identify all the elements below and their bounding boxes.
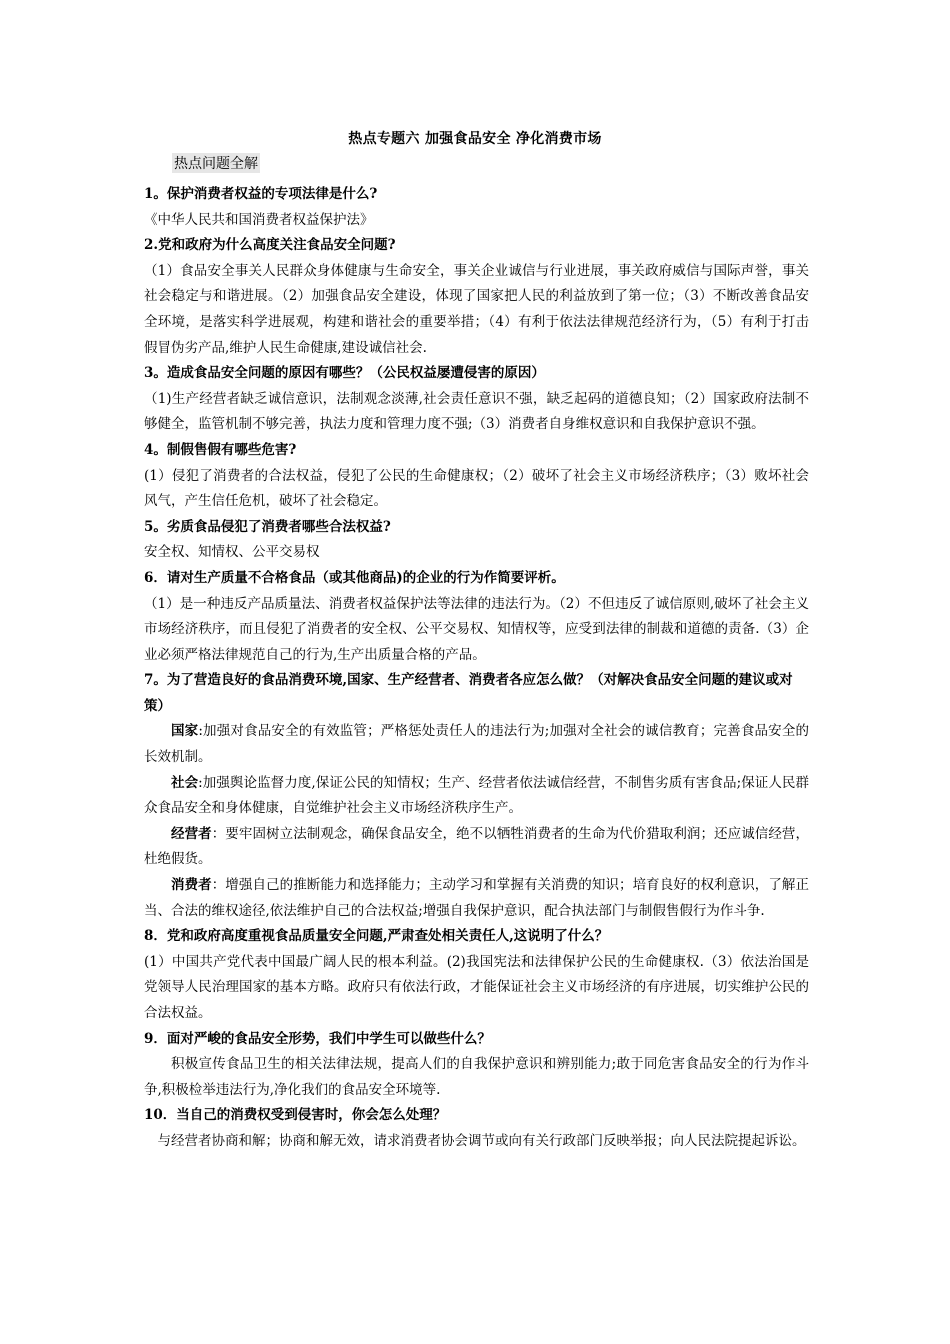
answer-1: 《中华人民共和国消费者权益保护法》 [144,211,374,228]
question-9: 9．面对严峻的食品安全形势，我们中学生可以做些什么？ [144,1030,491,1047]
answer-7-society [144,771,809,822]
role-label-operator: 经营者 [171,825,212,842]
document-body [144,182,809,1155]
role-label-country: 国家 [171,723,199,740]
answer-2: （1）食品安全事关人民群众身体健康与生命安全，事关企业诚信与行业进展，事关政府威信与国际声誉，事关社会稳定与和谐进展。（2）加强食品安全建设，体现了国家把人民的利益放到了第一位；（3）不断改善食品安全环境，是落实科学进展观，构建和谐社会的重要举措；（4）有利于依法法律规范经济行为，（5）有利于打击假冒伪劣产品,维护人民生命健康,建设诚信社会. [144,262,809,356]
role-label-consumer: 消费者 [171,877,212,894]
answer-5: 安全权、知情权、公平交易权 [144,544,320,561]
role-label-society: 社会 [171,774,199,791]
question-6: 6．请对生产质量不合格食品（或其他商品)的企业的行为作简要评析。 [144,569,565,586]
answer-10: 与经营者协商和解；协商和解无效，请求消费者协会调节或向有关行政部门反映举报；向人民法院提起诉讼。 [157,1132,806,1149]
role-text-operator: ：要牢固树立法制观念，确保食品安全，绝不以牺牲消费者的生命为代价猎取利润；还应诚信经营，杜绝假货。 [144,825,810,868]
role-text-consumer: ：增强自己的推断能力和选择能力；主动学习和掌握有关消费的知识；培育良好的权利意识，了解正当、合法的维权途径,依法维护自己的合法权益;增强自我保护意识，配合执法部门与制假售假行为作斗争. [144,877,810,919]
answer-3: （1)生产经营者缺乏诚信意识，法制观念淡薄,社会责任意识不强，缺乏起码的道德良知；（2）国家政府法制不够健全，监管机制不够完善，执法力度和管理力度不强;（3）消费者自身维权意识和自我保护意识不强。 [144,390,809,433]
answer-7-operator [144,822,809,873]
question-7: 7。为了营造良好的食品消费环境,国家、生产经营者、消费者各应怎么做？（对解决食品安全问题的建议或对策） [144,672,793,714]
answer-9: 积极宣传食品卫生的相关法律法规，提高人们的自我保护意识和辨别能力;敢于同危害食品安全的行为作斗争,积极检举违法行为,净化我们的食品安全环境等. [144,1056,809,1098]
section-subtitle: 热点问题全解 [172,153,260,173]
question-5: 5。劣质食品侵犯了消费者哪些合法权益? [144,518,391,535]
question-1: 1。保护消费者权益的专项法律是什么? [144,186,378,202]
question-8: 8．党和政府高度重视食品质量安全问题,严肃查处相关责任人,这说明了什么？ [144,928,609,945]
document-title: 热点专题六 加强食品安全 净化消费市场 [348,131,602,147]
answer-4: (1）侵犯了消费者的合法权益，侵犯了公民的生命健康权；（2）破坏了社会主义市场经济秩序；（3）败坏社会风气，产生信任危机，破坏了社会稳定。 [144,467,809,510]
answer-6: （1）是一种违反产品质量法、消费者权益保护法等法律的违法行为。（2）不但违反了诚信原则,破坏了社会主义市场经济秩序，而且侵犯了消费者的安全权、公平交易权、知情权等，应受到法律的制裁和道德的责备.（3）企业必须严格法律规范自己的行为,生产出质量合格的产品。 [144,595,809,663]
role-text-society: :加强舆论监督力度,保证公民的知情权；生产、经营者依法诚信经营，不制售劣质有害食品;保证人民群众食品安全和身体健康，自觉维护社会主义市场经济秩序生产。 [144,774,810,817]
question-3: 3。造成食品安全问题的原因有哪些？（公民权益屡遭侵害的原因） [144,365,545,382]
role-text-country: :加强对食品安全的有效监管；严格惩处责任人的违法行为;加强对全社会的诚信教育；完善食品安全的长效机制。 [144,723,809,766]
question-4: 4。制假售假有哪些危害? [144,441,297,458]
answer-7-country [144,719,809,770]
question-2: 2.党和政府为什么高度关注食品安全问题? [144,237,396,254]
answer-7-consumer [144,873,809,924]
question-10: 10．当自己的消费权受到侵害时，你会怎么处理？ [144,1107,447,1124]
answer-8: (1）中国共产党代表中国最广阔人民的根本利益。(2)我国宪法和法律保护公民的生命健康权.（3）依法治国是党领导人民治理国家的基本方略。政府只有依法行政，才能保证社会主义市场经济的有序进展，切实维护公民的合法权益。 [144,953,809,1021]
